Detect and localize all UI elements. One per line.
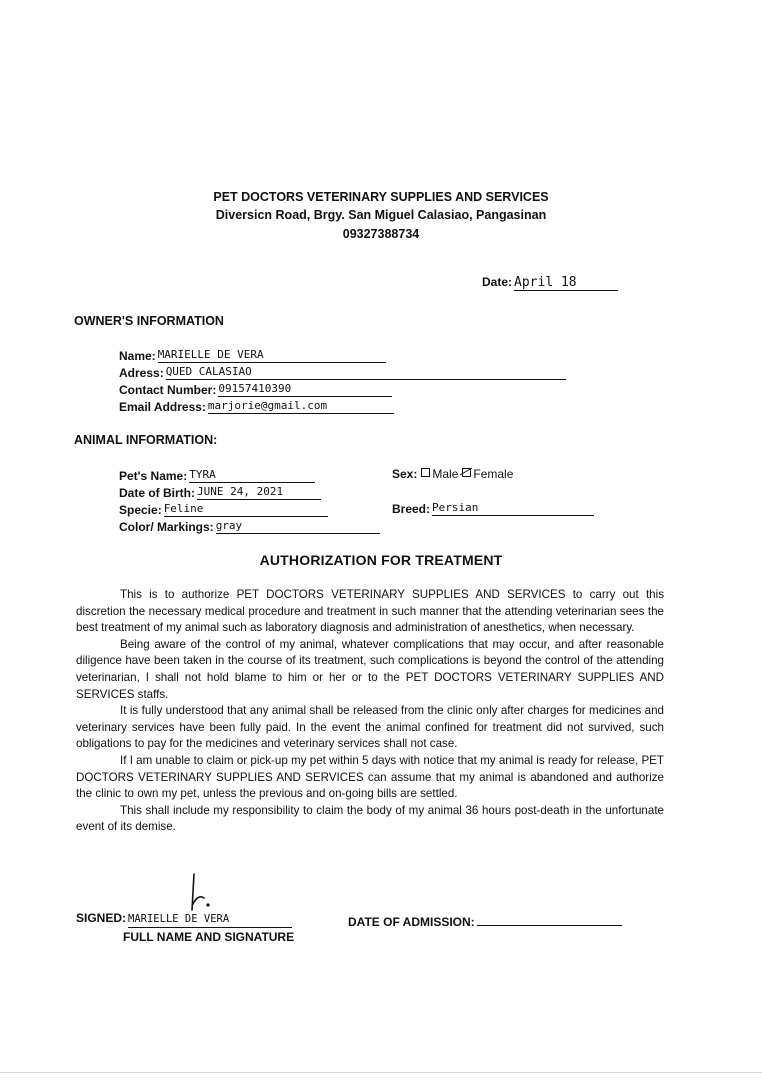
date-label: Date: <box>482 275 513 289</box>
owner-address-value: QUED CALASIAO <box>166 365 566 380</box>
sex-label: Sex: <box>392 467 418 481</box>
owner-name-field <box>119 348 386 363</box>
scan-edge-line <box>0 1072 762 1073</box>
breed-label: Breed: <box>392 502 431 516</box>
signed-field <box>76 911 292 928</box>
male-label: Male <box>432 467 459 481</box>
specie-field <box>119 502 328 517</box>
date-value: April 18 <box>514 275 618 291</box>
date-of-admission-line <box>477 911 622 926</box>
clinic-name: PET DOCTORS VETERINARY SUPPLIES AND SERVICES <box>213 190 549 204</box>
specie-value: Feline <box>164 502 328 517</box>
authorization-paragraph: Being aware of the control of my animal, whatever complications that may occur, and after reasonable diligence have been taken in the course of its treatment, such complications is beyond the control of the attending veterinarian, I shall not hold blame to him or her or to the PET DOCTORS VETERINARY SUPPLIES AND SERVICES staffs. <box>76 637 664 701</box>
owner-email-field <box>119 399 394 414</box>
clinic-phone: 09327388734 <box>342 227 420 241</box>
owner-address-field <box>119 365 566 380</box>
female-label: Female <box>473 467 514 481</box>
animal-section-title: ANIMAL INFORMATION: <box>74 433 218 447</box>
owner-contact-value: 09157410390 <box>218 382 392 397</box>
signed-value: MARIELLE DE VERA <box>128 913 292 928</box>
owner-email-label: Email Address: <box>119 400 206 414</box>
dob-value: JUNE 24, 2021 <box>197 485 321 500</box>
dob-label: Date of Birth: <box>119 486 195 500</box>
owner-name-label: Name: <box>119 349 156 363</box>
authorization-paragraph: It is fully understood that any animal shall be released from the clinic only after charges for medicines and veterinary services have been fully paid. In the event the animal confined for treatment did not survived, such obligations to pay for the medicines and veterinary services shall not case. <box>76 704 664 751</box>
date-of-admission-label: DATE OF ADMISSION: <box>348 915 475 929</box>
date-of-admission-field <box>348 911 622 929</box>
owner-address-label: Adress: <box>119 366 164 380</box>
owner-email-value: marjorie@gmail.com <box>208 399 394 414</box>
specie-label: Specie: <box>119 503 162 517</box>
authorization-paragraph: This shall include my responsibility to claim the body of my animal 36 hours post-death in the unfortunate event of its demise. <box>76 803 664 834</box>
color-field <box>119 519 380 534</box>
owner-contact-label: Contact Number: <box>119 383 217 397</box>
signed-label: SIGNED: <box>76 911 127 925</box>
sex-field <box>392 467 513 481</box>
color-value: gray <box>216 519 380 534</box>
pet-name-value: TYRA <box>189 468 315 483</box>
owner-name-value: MARIELLE DE VERA <box>158 348 386 363</box>
authorization-title: AUTHORIZATION FOR TREATMENT <box>259 552 503 568</box>
dob-field <box>119 485 321 500</box>
breed-field <box>392 501 594 516</box>
pet-name-label: Pet's Name: <box>119 469 188 483</box>
full-name-signature-caption: FULL NAME AND SIGNATURE <box>123 930 295 944</box>
owner-section-title: OWNER'S INFORMATION <box>74 314 224 328</box>
authorization-paragraph: This is to authorize PET DOCTORS VETERINARY SUPPLIES AND SERVICES to carry out this discretion the necessary medical procedure and treatment in such manner that the attending veterinarian sees the best treatment of my animal such as laboratory diagnosis and administration of anesthetics, when necessary. <box>76 588 664 635</box>
breed-value: Persian <box>432 501 594 516</box>
authorization-paragraph: If I am unable to claim or pick-up my pet within 5 days with notice that my animal is ready for release, PET DOCTORS VETERINARY SUPPLIES AND SERVICES can assume that my animal is abandoned and authorize the clinic to own my pet, unless the previous and on-going bills are settled. <box>76 753 664 801</box>
date-field <box>482 275 618 291</box>
owner-contact-field <box>119 382 392 397</box>
male-checkbox[interactable] <box>421 468 430 477</box>
authorization-body <box>76 587 664 836</box>
clinic-address: Diversicn Road, Brgy. San Miguel Calasiao, Pangasinan <box>215 208 547 222</box>
color-label: Color/ Markings: <box>119 520 214 534</box>
female-checkbox[interactable] <box>462 468 471 477</box>
pet-name-field <box>119 468 315 483</box>
